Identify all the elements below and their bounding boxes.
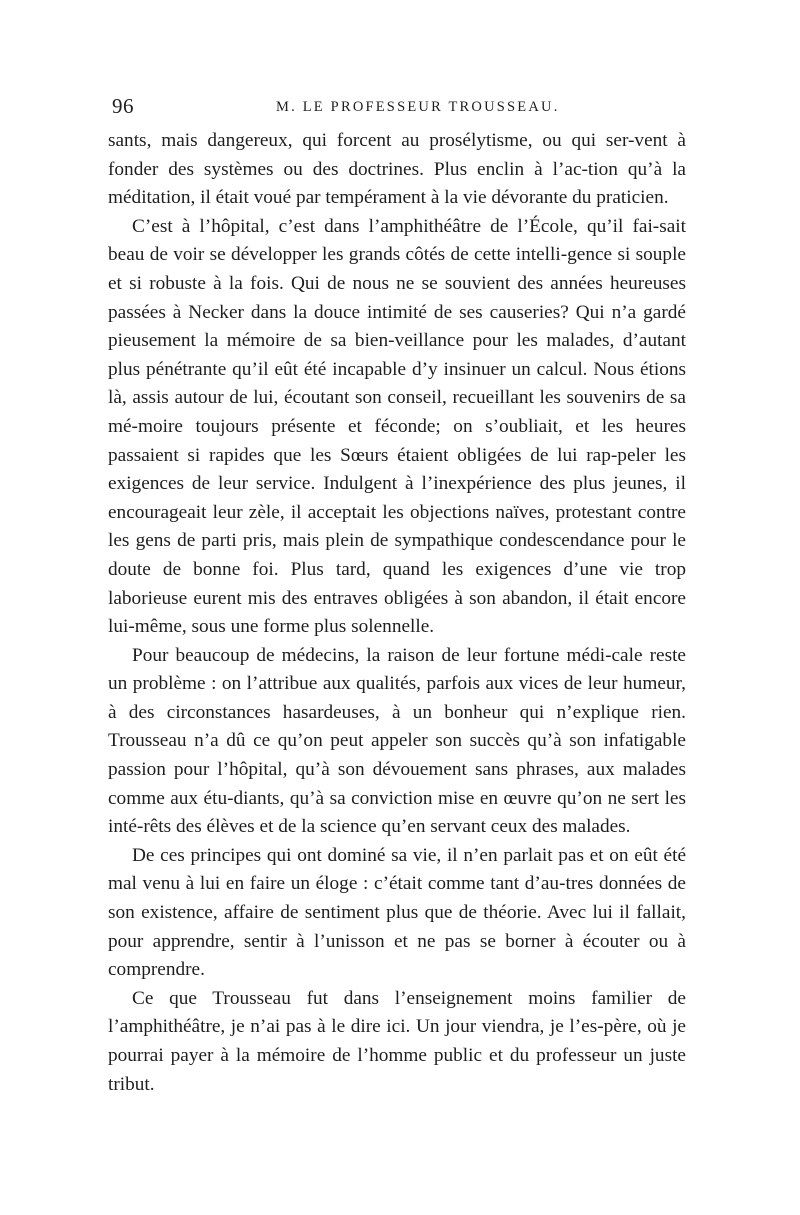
paragraph-fortune: Pour beaucoup de médecins, la raison de leur fortune médi-cale reste un problème : on l’attribue aux qualités, parfois aux vices de leur humeur, à des circonstances hasardeuses, à un bonheur qui n’explique rien. Trousseau n’a dû ce qu’on peut appeler son succès qu’à son infatigable passion pour l’hôpital, qu’à son dévouement sans phrases, aux malades comme aux étu-diants, qu’à sa conviction mise en œuvre qu’on ne sert les inté-rêts des élèves et de la science qu’en servant ceux des malades. xyxy=(108,644,686,838)
running-title: M. LE PROFESSEUR TROUSSEAU. xyxy=(276,99,560,115)
book-page xyxy=(108,94,686,1099)
paragraph-principles: De ces principes qui ont dominé sa vie, il n’en parlait pas et on eût été mal venu à lui en faire un éloge : c’était comme tant d’au-tres données de son existence, affaire de sentiment plus que de théorie. Avec lui il fallait, pour apprendre, sentir à l’unisson et ne pas se borner à écouter ou à comprendre. xyxy=(108,844,686,981)
paragraph-teaching: Ce que Trousseau fut dans l’enseignement moins familier de l’amphithéâtre, je n’ai pas à le dire ici. Un jour viendra, je l’es-père, où je pourrai payer à la mémoire de l’homme public et du professeur un juste tribut. xyxy=(108,987,686,1095)
paragraph-continuation: sants, mais dangereux, qui forcent au prosélytisme, ou qui ser-vent à fonder des systèmes ou des doctrines. Plus enclin à l’ac-tion qu’à la méditation, il était voué par tempérament à la vie dévorante du praticien. xyxy=(108,130,686,209)
paragraph-hospital: C’est à l’hôpital, c’est dans l’amphithéâtre de l’École, qu’il fai-sait beau de voir se développer les grands côtés de cette intelli-gence si souple et si robuste à la fois. Qui de nous ne se souvient des années heureuses passées à Necker dans la douce intimité de ses causeries? Qui n’a gardé pieusement la mémoire de sa bien-veillance pour les malades, d’autant plus pénétrante qu’il eût été incapable d’y insinuer un calcul. Nous étions là, assis autour de lui, écoutant son conseil, recueillant les souvenirs de sa mé-moire toujours présente et féconde; on s’oubliait, et les heures passaient si rapides que les Sœurs étaient obligées de lui rap-peler les exigences de leur service. Indulgent à l’inexpérience des plus jeunes, il encourageait leur zèle, il acceptait les objections naïves, protestant contre les gens de parti pris, mais plein de sympathique condescendance pour le doute de bonne foi. Plus tard, quand les exigences d’une vie trop laborieuse eurent mis des entraves obligées à son abandon, il était encore lui-même, sous une forme plus solennelle. xyxy=(108,215,686,638)
body-text xyxy=(108,127,686,1099)
page-number: 96 xyxy=(112,94,134,118)
running-head xyxy=(108,94,686,126)
